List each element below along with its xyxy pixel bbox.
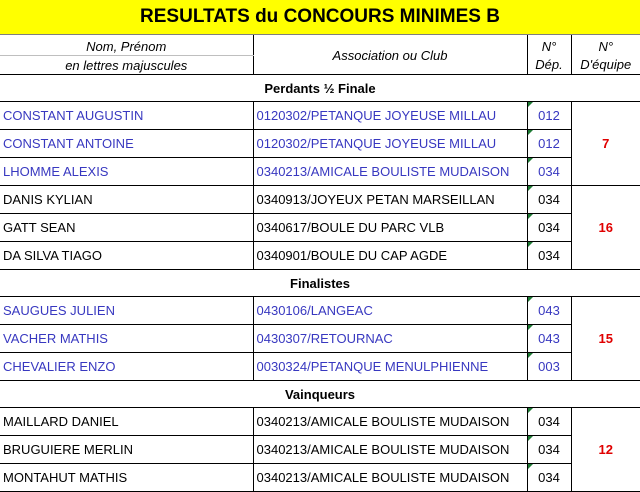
header-dep-line1: N° <box>527 35 571 56</box>
player-club: 0120302/PETANQUE JOYEUSE MILLAU <box>253 130 527 158</box>
player-dep: 043 <box>527 297 571 325</box>
player-club: 0430307/RETOURNAC <box>253 325 527 353</box>
results-body <box>0 75 640 492</box>
header-name-line2: en lettres majuscules <box>0 56 253 75</box>
player-club: 0430106/LANGEAC <box>253 297 527 325</box>
header-dep-line2: Dép. <box>527 56 571 75</box>
player-row <box>0 130 640 158</box>
player-club: 0340617/BOULE DU PARC VLB <box>253 214 527 242</box>
player-dep: 034 <box>527 214 571 242</box>
player-name: CONSTANT AUGUSTIN <box>0 102 253 130</box>
header-name-line1: Nom, Prénom <box>0 35 253 56</box>
player-name: CHEVALIER ENZO <box>0 353 253 381</box>
team-number: 15 <box>571 297 640 381</box>
section-row <box>0 381 640 408</box>
player-row <box>0 102 640 130</box>
player-name: MONTAHUT MATHIS <box>0 464 253 492</box>
header-team-line2: D'équipe <box>571 56 640 75</box>
page-title: RESULTATS du CONCOURS MINIMES B <box>0 0 640 35</box>
header-row-1 <box>0 35 640 56</box>
player-row <box>0 325 640 353</box>
section-title: Finalistes <box>0 270 640 297</box>
player-dep: 012 <box>527 130 571 158</box>
section-row <box>0 270 640 297</box>
player-dep: 034 <box>527 464 571 492</box>
team-number: 12 <box>571 408 640 492</box>
player-name: VACHER MATHIS <box>0 325 253 353</box>
player-dep: 034 <box>527 186 571 214</box>
player-name: DANIS KYLIAN <box>0 186 253 214</box>
player-club: 0340213/AMICALE BOULISTE MUDAISON <box>253 408 527 436</box>
player-row <box>0 186 640 214</box>
section-row <box>0 75 640 102</box>
player-club: 0340213/AMICALE BOULISTE MUDAISON <box>253 158 527 186</box>
player-name: BRUGUIERE MERLIN <box>0 436 253 464</box>
player-dep: 034 <box>527 158 571 186</box>
section-title: Perdants ½ Finale <box>0 75 640 102</box>
player-row <box>0 242 640 270</box>
player-row <box>0 297 640 325</box>
player-name: DA SILVA TIAGO <box>0 242 253 270</box>
team-number: 7 <box>571 102 640 186</box>
section-title: Vainqueurs <box>0 381 640 408</box>
player-club: 0120302/PETANQUE JOYEUSE MILLAU <box>253 102 527 130</box>
player-club: 0340213/AMICALE BOULISTE MUDAISON <box>253 436 527 464</box>
player-dep: 034 <box>527 242 571 270</box>
player-row <box>0 158 640 186</box>
player-name: LHOMME ALEXIS <box>0 158 253 186</box>
player-row <box>0 464 640 492</box>
player-club: 0030324/PETANQUE MENULPHIENNE <box>253 353 527 381</box>
player-dep: 003 <box>527 353 571 381</box>
player-club: 0340213/AMICALE BOULISTE MUDAISON <box>253 464 527 492</box>
player-row <box>0 353 640 381</box>
player-name: SAUGUES JULIEN <box>0 297 253 325</box>
team-number: 16 <box>571 186 640 270</box>
player-row <box>0 436 640 464</box>
header-team-line1: N° <box>598 38 614 54</box>
header-club: Association ou Club <box>253 35 527 75</box>
player-dep: 043 <box>527 325 571 353</box>
player-name: MAILLARD DANIEL <box>0 408 253 436</box>
player-name: CONSTANT ANTOINE <box>0 130 253 158</box>
player-row <box>0 214 640 242</box>
player-dep: 034 <box>527 408 571 436</box>
player-club: 0340913/JOYEUX PETAN MARSEILLAN <box>253 186 527 214</box>
player-name: GATT SEAN <box>0 214 253 242</box>
player-dep: 034 <box>527 436 571 464</box>
player-row <box>0 408 640 436</box>
player-club: 0340901/BOULE DU CAP AGDE <box>253 242 527 270</box>
player-dep: 012 <box>527 102 571 130</box>
